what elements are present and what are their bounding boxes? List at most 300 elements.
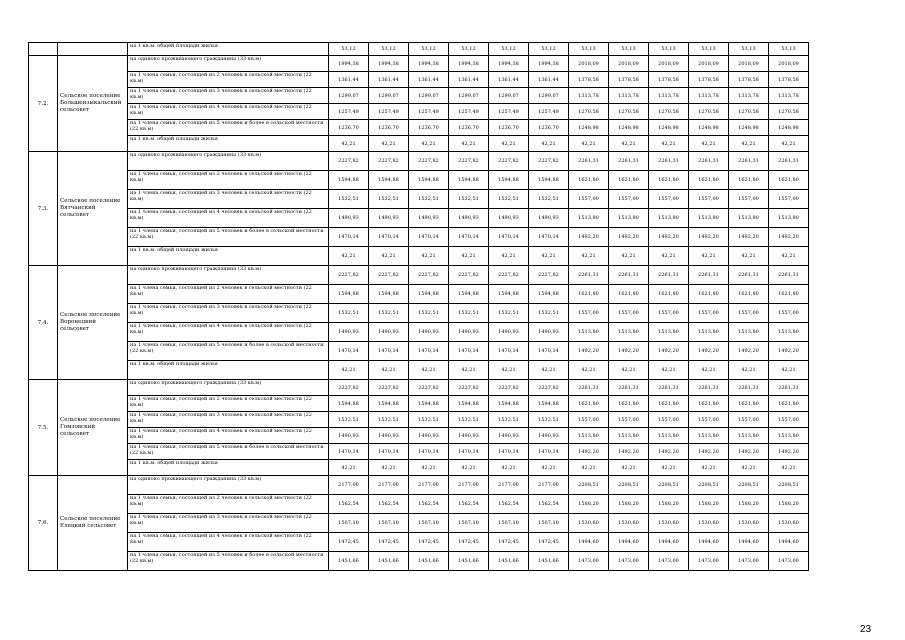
table-row — [29, 304, 809, 323]
value-cell: 1257,49 — [529, 104, 569, 120]
table-row — [29, 120, 809, 136]
value-cell: 1490,93 — [489, 428, 529, 444]
value-cell: 1492,20 — [689, 228, 729, 247]
value-cell: 42,21 — [369, 136, 409, 152]
value-cell: 1532,51 — [369, 412, 409, 428]
value-cell: 42,21 — [609, 247, 649, 266]
settlement-name: Сельское поселение Большеизыкальский сельсовет — [58, 56, 128, 152]
value-cell: 2227,82 — [449, 266, 489, 285]
value-cell: 1270,58 — [569, 104, 609, 120]
row-description: на 1 кв.м. общей площади жилья — [128, 460, 329, 476]
settlement-name: Сельское поселение Гомзовский сельсовет — [58, 380, 128, 476]
value-cell: 1451,66 — [449, 552, 489, 571]
value-cell: 1513,80 — [609, 323, 649, 342]
table-row — [29, 476, 809, 495]
value-cell: 1451,66 — [529, 552, 569, 571]
table-row — [29, 43, 809, 56]
value-cell: 2261,31 — [729, 266, 769, 285]
row-description: на 1 члена семьи, состоящей из 2 человек в сельской местности (22 кв.м) — [128, 72, 329, 88]
value-cell: 1532,51 — [529, 190, 569, 209]
value-cell: 1492,20 — [729, 342, 769, 361]
value-cell: 42,21 — [769, 136, 809, 152]
value-cell: 1594,88 — [449, 171, 489, 190]
value-cell: 42,21 — [729, 136, 769, 152]
value-cell: 1473,00 — [609, 552, 649, 571]
value-cell: 42,21 — [529, 247, 569, 266]
value-cell: 1492,20 — [569, 228, 609, 247]
value-cell: 1588,20 — [649, 495, 689, 514]
row-description: на 1 члена семьи, состоящей из 5 человек и более в сельской местности (22 кв.м) — [128, 444, 329, 460]
value-cell: 2227,82 — [369, 380, 409, 396]
value-cell: 2177,00 — [449, 476, 489, 495]
value-cell: 1594,88 — [489, 396, 529, 412]
value-cell: 1507,10 — [409, 514, 449, 533]
value-cell: 1532,51 — [529, 412, 569, 428]
value-cell: 1532,51 — [409, 412, 449, 428]
value-cell: 2261,31 — [689, 380, 729, 396]
value-cell: 1532,51 — [449, 304, 489, 323]
value-cell: 2177,00 — [329, 476, 369, 495]
value-cell: 42,21 — [489, 361, 529, 380]
value-cell: 1473,00 — [569, 552, 609, 571]
row-description: на 1 кв.м. общей площади жилья — [128, 247, 329, 266]
value-cell: 1299,07 — [409, 88, 449, 104]
row-description: на одиноко проживающего гражданина (33 кв.м) — [128, 380, 329, 396]
value-cell: 1621,80 — [689, 396, 729, 412]
value-cell: 42,21 — [369, 247, 409, 266]
row-description: на 1 члена семьи, состоящей из 2 человек в сельской местности (22 кв.м) — [128, 285, 329, 304]
value-cell: 2018,09 — [689, 56, 729, 72]
value-cell: 1490,93 — [529, 209, 569, 228]
table-row — [29, 104, 809, 120]
row-description: на 1 члена семьи, состоящей из 2 человек в сельской местности (22 кв.м) — [128, 171, 329, 190]
value-cell: 2227,82 — [489, 380, 529, 396]
value-cell: 2261,31 — [649, 266, 689, 285]
row-description: на 1 члена семьи, состоящей из 5 человек и более в сельской местности (22 кв.м) — [128, 120, 329, 136]
table-row — [29, 323, 809, 342]
value-cell: 1507,10 — [529, 514, 569, 533]
value-cell: 1470,14 — [329, 228, 369, 247]
tariff-table — [28, 42, 809, 571]
value-cell: 2227,82 — [329, 266, 369, 285]
value-cell: 1494,60 — [729, 533, 769, 552]
section-number: 7.4. — [29, 266, 58, 380]
value-cell: 1472,45 — [529, 533, 569, 552]
value-cell: 42,21 — [449, 247, 489, 266]
value-cell: 1470,14 — [329, 444, 369, 460]
value-cell: 1492,20 — [569, 444, 609, 460]
value-cell: 42,21 — [329, 247, 369, 266]
value-cell: 1557,00 — [649, 190, 689, 209]
value-cell: 42,21 — [369, 460, 409, 476]
value-cell: 1621,80 — [729, 171, 769, 190]
value-cell: 53,12 — [369, 43, 409, 56]
value-cell: 1470,14 — [529, 444, 569, 460]
value-cell: 1490,93 — [409, 323, 449, 342]
value-cell: 1994,38 — [489, 56, 529, 72]
value-cell: 1494,60 — [649, 533, 689, 552]
row-description: на 1 кв.м. общей площади жилья — [128, 43, 329, 56]
table-row — [29, 380, 809, 396]
value-cell: 1621,80 — [609, 171, 649, 190]
table-row — [29, 285, 809, 304]
value-cell: 1532,51 — [449, 412, 489, 428]
value-cell: 1494,60 — [689, 533, 729, 552]
value-cell: 1557,00 — [729, 304, 769, 323]
value-cell: 42,21 — [649, 361, 689, 380]
value-cell: 42,21 — [369, 361, 409, 380]
row-description: на 1 члена семьи, состоящей из 4 человек в сельской местности (22 кв.м) — [128, 104, 329, 120]
value-cell: 1621,80 — [769, 396, 809, 412]
value-cell: 1513,80 — [609, 209, 649, 228]
value-cell: 1472,45 — [369, 533, 409, 552]
table-row — [29, 56, 809, 72]
value-cell: 1361,44 — [489, 72, 529, 88]
value-cell: 2261,31 — [609, 266, 649, 285]
value-cell: 1248,98 — [569, 120, 609, 136]
value-cell: 1994,38 — [369, 56, 409, 72]
value-cell: 2227,82 — [329, 152, 369, 171]
value-cell: 1492,20 — [729, 228, 769, 247]
value-cell: 2227,82 — [449, 152, 489, 171]
value-cell: 2208,51 — [569, 476, 609, 495]
value-cell: 2261,31 — [609, 380, 649, 396]
value-cell: 1513,80 — [689, 209, 729, 228]
value-cell: 1257,49 — [449, 104, 489, 120]
value-cell: 2261,31 — [569, 266, 609, 285]
value-cell: 1378,58 — [689, 72, 729, 88]
value-cell: 1513,80 — [649, 323, 689, 342]
value-cell: 1494,60 — [569, 533, 609, 552]
value-cell: 1513,80 — [569, 428, 609, 444]
value-cell: 1492,20 — [689, 444, 729, 460]
value-cell: 1594,88 — [409, 171, 449, 190]
value-cell: 2261,31 — [569, 380, 609, 396]
value-cell: 1473,00 — [689, 552, 729, 571]
value-cell: 1562,54 — [529, 495, 569, 514]
value-cell: 1361,44 — [329, 72, 369, 88]
value-cell: 1490,93 — [489, 323, 529, 342]
value-cell: 1621,80 — [689, 285, 729, 304]
value-cell: 1472,45 — [409, 533, 449, 552]
table-row — [29, 495, 809, 514]
table-row — [29, 428, 809, 444]
value-cell: 1236,70 — [489, 120, 529, 136]
value-cell: 1557,00 — [569, 190, 609, 209]
value-cell: 1472,45 — [489, 533, 529, 552]
row-description: на 1 члена семьи, состоящей из 3 человек в сельской местности (22 кв.м) — [128, 304, 329, 323]
value-cell: 1557,00 — [569, 304, 609, 323]
value-cell: 1492,20 — [609, 342, 649, 361]
value-cell: 2261,31 — [769, 152, 809, 171]
value-cell: 1236,70 — [409, 120, 449, 136]
row-description: на 1 члена семьи, состоящей из 3 человек в сельской местности (22 кв.м) — [128, 412, 329, 428]
value-cell: 1470,14 — [449, 228, 489, 247]
value-cell: 1557,00 — [649, 412, 689, 428]
row-description: на 1 кв.м. общей площади жилья — [128, 136, 329, 152]
value-cell: 1530,60 — [769, 514, 809, 533]
value-cell: 1557,00 — [649, 304, 689, 323]
value-cell: 1621,80 — [649, 285, 689, 304]
value-cell: 2177,00 — [489, 476, 529, 495]
value-cell: 1513,80 — [769, 209, 809, 228]
value-cell: 1248,98 — [729, 120, 769, 136]
value-cell: 42,21 — [769, 460, 809, 476]
value-cell: 1494,60 — [769, 533, 809, 552]
table-row — [29, 342, 809, 361]
value-cell: 53,13 — [569, 43, 609, 56]
value-cell: 1313,78 — [769, 88, 809, 104]
value-cell: 1594,88 — [329, 396, 369, 412]
table-row — [29, 533, 809, 552]
value-cell: 1532,51 — [529, 304, 569, 323]
value-cell: 53,12 — [529, 43, 569, 56]
value-cell: 1490,93 — [409, 209, 449, 228]
value-cell: 1470,14 — [409, 342, 449, 361]
value-cell: 1473,00 — [769, 552, 809, 571]
row-description: на одиноко проживающего гражданина (33 кв.м) — [128, 266, 329, 285]
value-cell: 1270,58 — [769, 104, 809, 120]
value-cell: 2227,82 — [329, 380, 369, 396]
value-cell: 1257,49 — [489, 104, 529, 120]
value-cell: 42,21 — [409, 361, 449, 380]
value-cell: 1530,60 — [649, 514, 689, 533]
value-cell: 1532,51 — [489, 190, 529, 209]
value-cell: 1473,00 — [649, 552, 689, 571]
value-cell: 42,21 — [529, 460, 569, 476]
table-row — [29, 247, 809, 266]
table-row — [29, 444, 809, 460]
value-cell: 1470,14 — [369, 228, 409, 247]
value-cell: 1313,78 — [649, 88, 689, 104]
table-row — [29, 136, 809, 152]
value-cell: 53,13 — [769, 43, 809, 56]
row-description: на 1 члена семьи, состоящей из 4 человек в сельской местности (22 кв.м) — [128, 323, 329, 342]
value-cell: 1532,51 — [369, 304, 409, 323]
value-cell: 1378,58 — [649, 72, 689, 88]
value-cell: 1557,00 — [609, 412, 649, 428]
value-cell: 1557,00 — [569, 412, 609, 428]
value-cell: 1513,80 — [769, 323, 809, 342]
value-cell: 2227,82 — [409, 380, 449, 396]
row-description: на 1 члена семьи, состоящей из 3 человек в сельской местности (22 кв.м) — [128, 514, 329, 533]
value-cell: 1594,88 — [529, 396, 569, 412]
value-cell: 1994,38 — [329, 56, 369, 72]
value-cell: 1513,80 — [689, 428, 729, 444]
value-cell: 1513,80 — [649, 209, 689, 228]
value-cell: 1532,51 — [489, 304, 529, 323]
value-cell: 42,21 — [769, 247, 809, 266]
value-cell: 1557,00 — [769, 304, 809, 323]
value-cell: 1557,00 — [609, 304, 649, 323]
value-cell: 1492,20 — [649, 228, 689, 247]
value-cell: 42,21 — [449, 361, 489, 380]
value-cell: 1588,20 — [769, 495, 809, 514]
value-cell: 42,21 — [769, 361, 809, 380]
value-cell: 1507,10 — [449, 514, 489, 533]
value-cell: 1594,88 — [409, 285, 449, 304]
value-cell: 1594,88 — [369, 171, 409, 190]
value-cell: 42,21 — [609, 361, 649, 380]
value-cell: 1530,60 — [729, 514, 769, 533]
value-cell: 42,21 — [489, 136, 529, 152]
value-cell: 42,21 — [529, 136, 569, 152]
value-cell: 1562,54 — [489, 495, 529, 514]
value-cell: 42,21 — [569, 361, 609, 380]
value-cell: 1492,20 — [649, 342, 689, 361]
value-cell: 1532,51 — [449, 190, 489, 209]
value-cell: 1470,14 — [489, 444, 529, 460]
table-row — [29, 361, 809, 380]
value-cell: 42,21 — [689, 460, 729, 476]
value-cell: 1594,88 — [449, 396, 489, 412]
value-cell: 1621,80 — [569, 171, 609, 190]
row-description: на одиноко проживающего гражданина (33 кв.м) — [128, 56, 329, 72]
value-cell: 1994,38 — [449, 56, 489, 72]
value-cell: 2261,31 — [689, 152, 729, 171]
value-cell: 2261,31 — [649, 152, 689, 171]
table-row — [29, 514, 809, 533]
value-cell: 1513,80 — [729, 323, 769, 342]
value-cell: 2177,00 — [409, 476, 449, 495]
value-cell: 1361,44 — [409, 72, 449, 88]
value-cell: 42,21 — [329, 136, 369, 152]
value-cell: 1451,66 — [369, 552, 409, 571]
value-cell: 1594,88 — [489, 171, 529, 190]
value-cell: 1492,20 — [689, 342, 729, 361]
value-cell: 2227,82 — [449, 380, 489, 396]
value-cell: 53,13 — [729, 43, 769, 56]
value-cell: 42,21 — [569, 460, 609, 476]
value-cell: 2208,51 — [609, 476, 649, 495]
value-cell: 1248,98 — [689, 120, 729, 136]
value-cell: 42,21 — [649, 460, 689, 476]
value-cell: 42,21 — [409, 247, 449, 266]
value-cell: 1594,88 — [409, 396, 449, 412]
value-cell: 1621,80 — [689, 171, 729, 190]
table-row — [29, 412, 809, 428]
value-cell: 1594,88 — [449, 285, 489, 304]
settlement-name — [58, 43, 128, 56]
value-cell: 42,21 — [609, 136, 649, 152]
value-cell: 1594,88 — [529, 285, 569, 304]
table-row — [29, 396, 809, 412]
value-cell: 1513,80 — [569, 209, 609, 228]
section-number: 7.2. — [29, 56, 58, 152]
row-description: на одиноко проживающего гражданина (33 кв.м) — [128, 476, 329, 495]
value-cell: 1470,14 — [409, 228, 449, 247]
value-cell: 1270,58 — [649, 104, 689, 120]
value-cell: 1532,51 — [369, 190, 409, 209]
value-cell: 1621,80 — [569, 396, 609, 412]
value-cell: 1470,14 — [529, 342, 569, 361]
value-cell: 1270,58 — [689, 104, 729, 120]
value-cell: 2177,00 — [369, 476, 409, 495]
value-cell: 1470,14 — [529, 228, 569, 247]
value-cell: 42,21 — [489, 460, 529, 476]
row-description: на 1 члена семьи, состоящей из 3 человек в сельской местности (22 кв.м) — [128, 190, 329, 209]
value-cell: 2227,82 — [369, 152, 409, 171]
table-row — [29, 72, 809, 88]
value-cell: 2208,51 — [729, 476, 769, 495]
value-cell: 1621,80 — [649, 396, 689, 412]
value-cell: 1472,45 — [329, 533, 369, 552]
value-cell: 42,21 — [649, 136, 689, 152]
value-cell: 1532,51 — [409, 304, 449, 323]
value-cell: 1299,07 — [529, 88, 569, 104]
value-cell: 1594,88 — [329, 171, 369, 190]
value-cell: 1621,80 — [769, 171, 809, 190]
value-cell: 1299,07 — [329, 88, 369, 104]
value-cell: 42,21 — [729, 460, 769, 476]
value-cell: 1513,80 — [689, 323, 729, 342]
value-cell: 42,21 — [729, 361, 769, 380]
value-cell: 1588,20 — [729, 495, 769, 514]
value-cell: 1490,93 — [369, 323, 409, 342]
value-cell: 1557,00 — [689, 412, 729, 428]
value-cell: 53,13 — [649, 43, 689, 56]
row-description: на одиноко проживающего гражданина (33 кв.м) — [128, 152, 329, 171]
section-number: 7.6. — [29, 476, 58, 571]
value-cell: 2261,31 — [569, 152, 609, 171]
value-cell: 2208,51 — [649, 476, 689, 495]
value-cell: 1507,10 — [369, 514, 409, 533]
value-cell: 1557,00 — [689, 190, 729, 209]
value-cell: 42,21 — [329, 460, 369, 476]
value-cell: 1588,20 — [609, 495, 649, 514]
value-cell: 1361,44 — [449, 72, 489, 88]
value-cell: 42,21 — [409, 460, 449, 476]
page-number: 23 — [860, 624, 872, 635]
value-cell: 53,12 — [489, 43, 529, 56]
table-row — [29, 266, 809, 285]
value-cell: 42,21 — [409, 136, 449, 152]
value-cell: 42,21 — [449, 460, 489, 476]
value-cell: 2261,31 — [769, 380, 809, 396]
value-cell: 1492,20 — [769, 444, 809, 460]
value-cell: 1490,93 — [449, 428, 489, 444]
value-cell: 1492,20 — [769, 228, 809, 247]
value-cell: 2018,09 — [729, 56, 769, 72]
value-cell: 2227,82 — [529, 266, 569, 285]
value-cell: 1532,51 — [329, 412, 369, 428]
row-description: на 1 члена семьи, состоящей из 5 человек и более в сельской местности (22 кв.м) — [128, 342, 329, 361]
value-cell: 1562,54 — [329, 495, 369, 514]
value-cell: 42,21 — [689, 361, 729, 380]
table-row — [29, 190, 809, 209]
value-cell: 2227,82 — [489, 152, 529, 171]
value-cell: 1621,80 — [609, 396, 649, 412]
value-cell: 1530,60 — [569, 514, 609, 533]
value-cell: 2227,82 — [529, 380, 569, 396]
value-cell: 1361,44 — [529, 72, 569, 88]
value-cell: 2227,82 — [489, 266, 529, 285]
value-cell: 2227,82 — [409, 152, 449, 171]
value-cell: 1490,93 — [369, 209, 409, 228]
value-cell: 42,21 — [689, 136, 729, 152]
value-cell: 1557,00 — [729, 190, 769, 209]
value-cell: 42,21 — [329, 361, 369, 380]
value-cell: 1470,14 — [409, 444, 449, 460]
value-cell: 1470,14 — [489, 228, 529, 247]
row-description: на 1 члена семьи, состоящей из 4 человек в сельской местности (22 кв.м) — [128, 533, 329, 552]
table-row — [29, 171, 809, 190]
section-number — [29, 43, 58, 56]
value-cell: 1532,51 — [329, 304, 369, 323]
value-cell: 1492,20 — [649, 444, 689, 460]
value-cell: 1470,14 — [449, 342, 489, 361]
value-cell: 1621,80 — [729, 285, 769, 304]
